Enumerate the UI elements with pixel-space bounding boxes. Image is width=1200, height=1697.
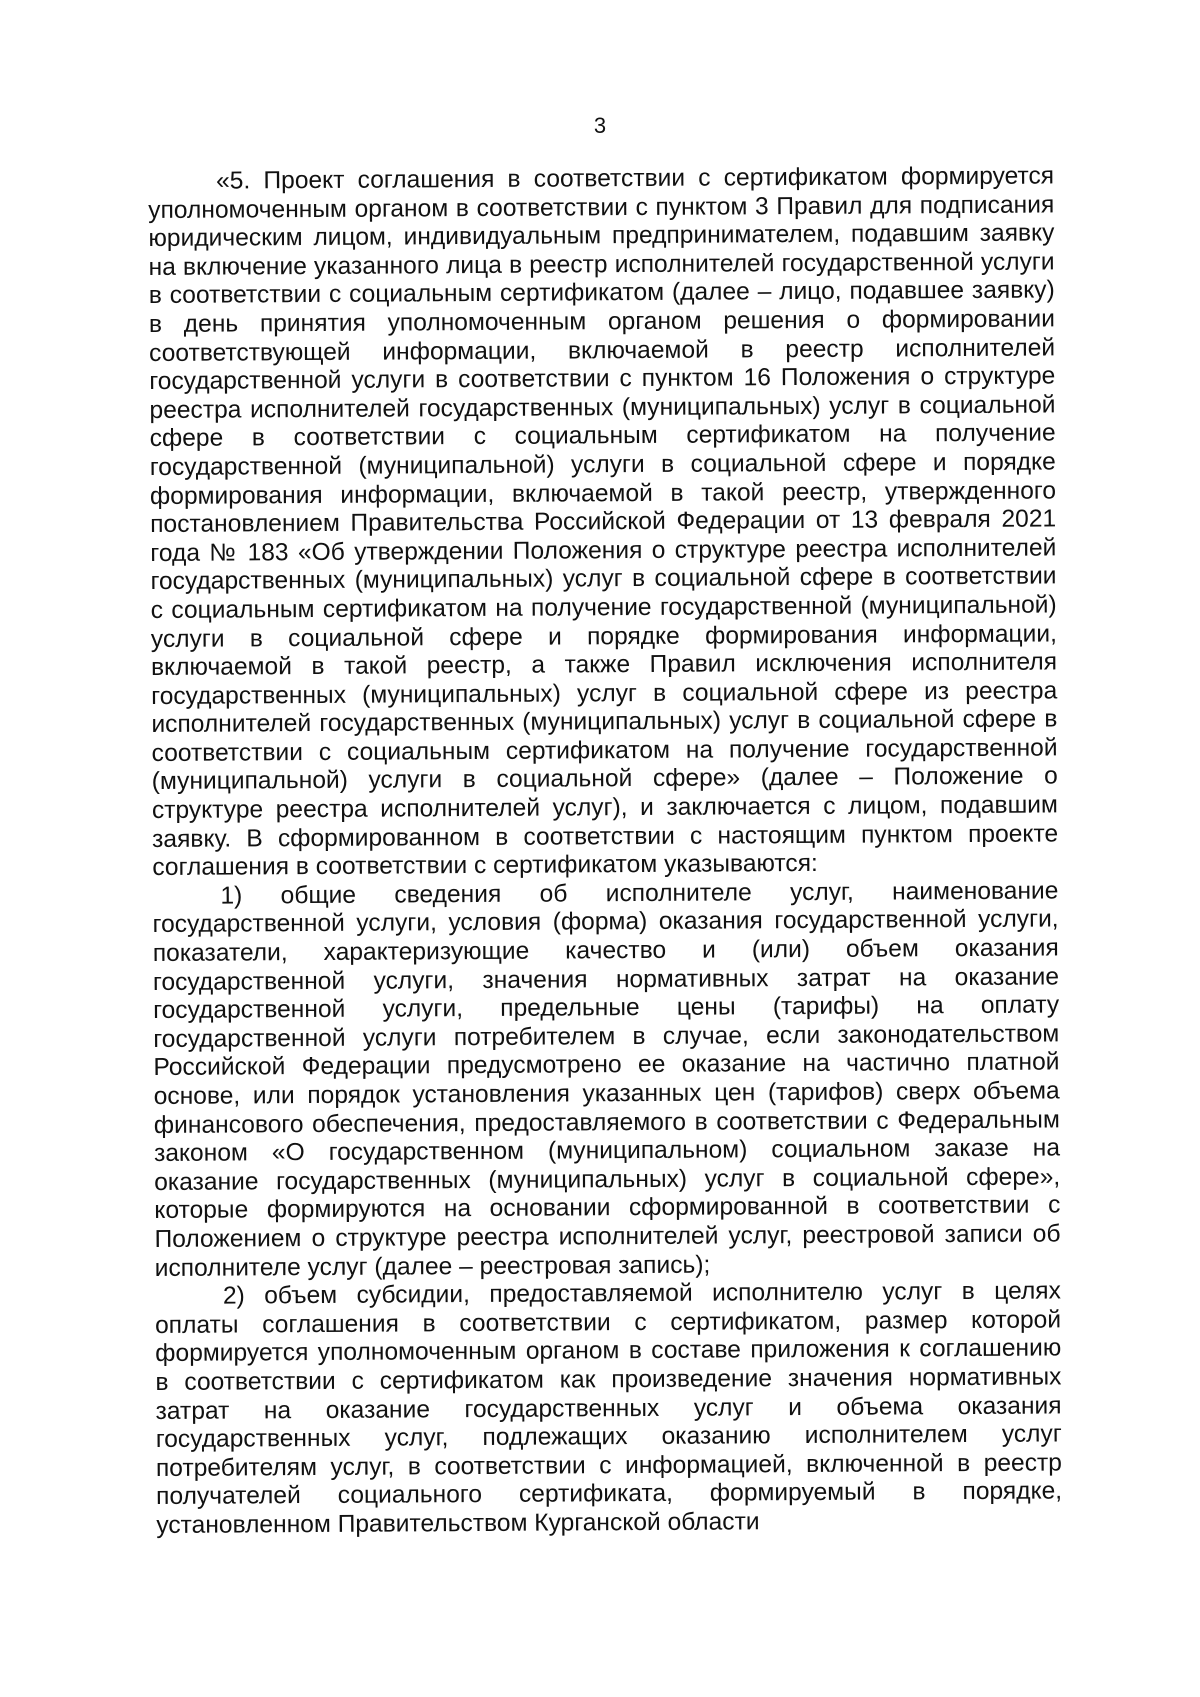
paragraph-clause-5: «5. Проект соглашения в соответствии с сертификатом формируется уполномоченным органом в соответствии с пунктом 3 Правил для подписания юридическим лицом, индивидуальным предпринимателем, подавшим заявку на включение указанного лица в реестр исполнителей государственной услуги в соответствии с социальным сертификатом (далее – лицо, подавшее заявку) в день принятия уполномоченным органом решения о формировании соответствующей информации, включаемой в реестр исполнителей государственной услуги в соответствии с пунктом 16 Положения о структуре реестра исполнителей государственных (муниципальных) услуг в социальной сфере в соответствии с социальным сертификатом на получение государственной (муниципальной) услуги в социальной сфере и порядке формирования информации, включаемой в такой реестр, утвержденного постановлением Правительства Российской Федерации от 13 февраля 2021 года № 183 «Об утверждении Положения о структуре реестра исполнителей государственных (муниципальных) услуг в социальной сфере в соответствии с социальным сертификатом на получение государственной (муниципальной) услуги в социальной сфере и порядке формирования информации, включаемой в такой реестр, а также Правил исключения исполнителя государственных (муниципальных) услуг в социальной сфере из реестра исполнителей государственных (муниципальных) услуг в социальной сфере в соответствии с социальным сертификатом на получение государственной (муниципальной) услуги в социальной сфере» (далее – Положение о структуре реестра исполнителей услуг), и заключается с лицом, подавшим заявку. В сформированном в соответствии с настоящим пунктом проекте соглашения в соответствии с сертификатом указываются: [148, 162, 1059, 882]
page-number: 3 [593, 113, 607, 138]
paragraph-item-2: 2) объем субсидии, предоставляемой исполнителю услуг в целях оплаты соглашения в соответствии с сертификатом, размер которой формируется уполномоченным органом в составе приложения к соглашению в соответствии с сертификатом как произведение значения нормативных затрат на оказание государственных услуг и объема оказания государственных услуг, подлежащих оказанию исполнителем услуг потребителям услуг, в соответствии с информацией, включенной в реестр получателей социального сертификата, формируемый в порядке, установленном Правительством Курганской области [154, 1277, 1063, 1539]
document-body [148, 162, 1062, 1540]
paragraph-item-1: 1) общие сведения об исполнителе услуг, наименование государственной услуги, условия (форма) оказания государственной услуги, показатели, характеризующие качество и (или) объем оказания государственной услуги, значения нормативных затрат на оказание государственной услуги, предельные цены (тарифы) на оплату государственной услуги потребителем в случае, если законодательством Российской Федерации предусмотрено ее оказание на частично платной основе, или порядок установления указанных цен (тарифов) сверх объема финансового обеспечения, предоставляемого в соответствии с Федеральным законом «О государственном (муниципальном) социальном заказе на оказание государственных (муниципальных) услуг в социальной сфере», которые формируются на основании сформированной в соответствии с Положением о структуре реестра исполнителей услуг, реестровой записи об исполнителе услуг (далее – реестровая запись); [152, 877, 1061, 1282]
